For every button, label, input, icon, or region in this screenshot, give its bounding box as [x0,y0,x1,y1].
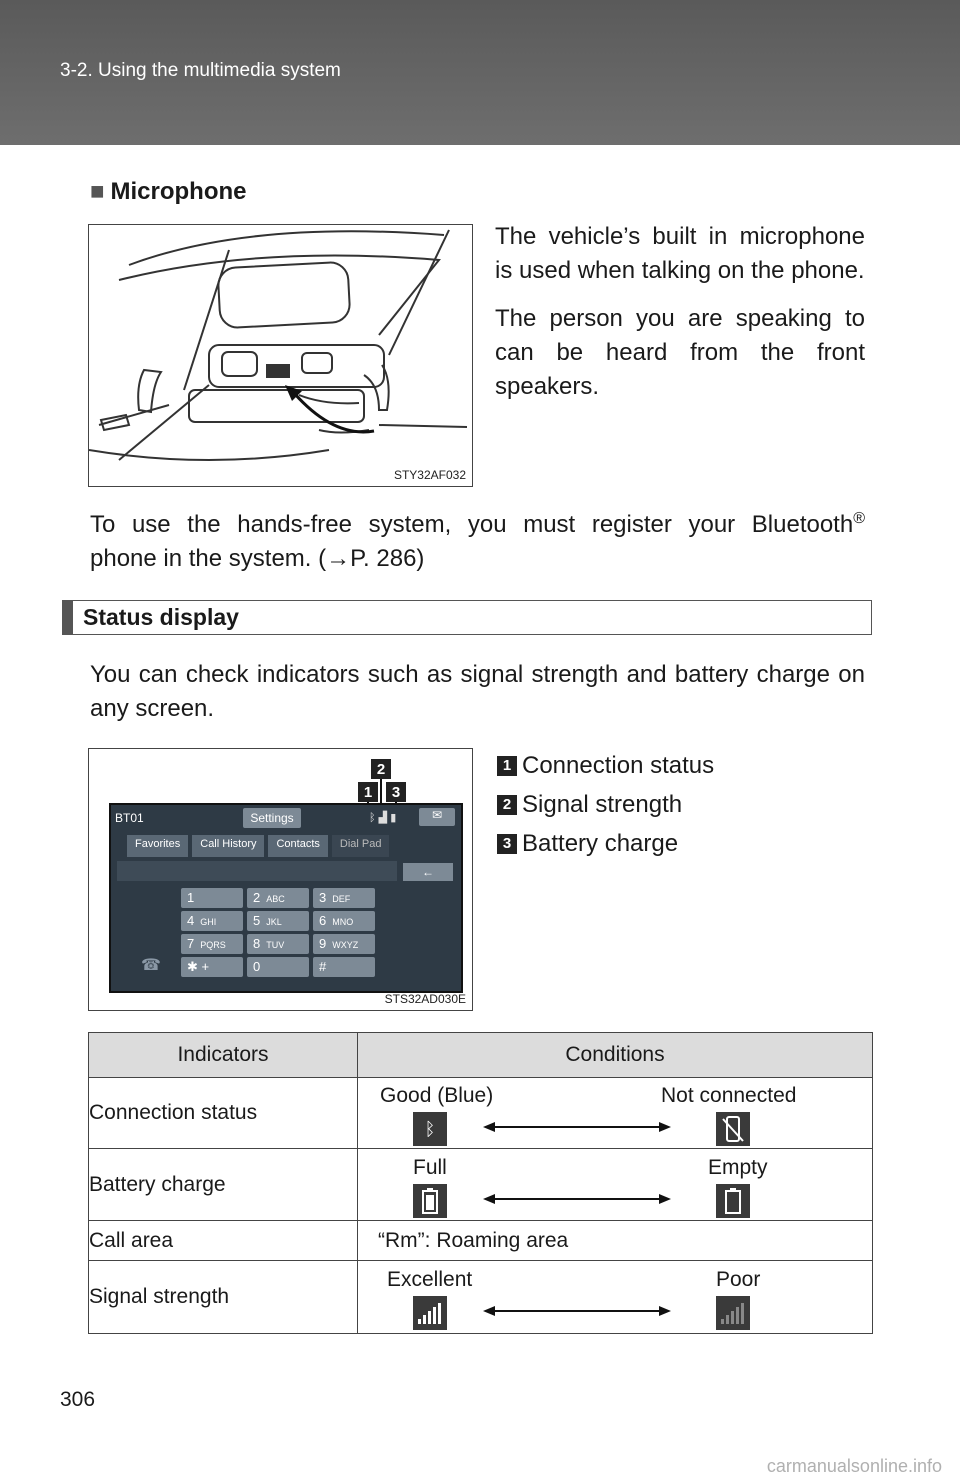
keypad-key[interactable] [313,957,375,977]
register-line-2 [90,542,865,576]
condition-left-label: Excellent [387,1268,473,1291]
table-row [89,1261,873,1334]
watermark: carmanualsonline.info [766,1456,942,1476]
key-digit: ✱ + [187,959,210,974]
mail-button[interactable] [419,808,455,826]
bluetooth-icon: ᛒ [413,1112,447,1146]
microphone-heading-text: Microphone [110,178,247,205]
microphone-figure [88,224,473,487]
microphone-heading [90,178,247,206]
condition-cell [358,1078,873,1149]
key-digit: 2 [253,890,261,905]
key-digit: 3 [319,890,327,905]
status-display-heading [62,600,872,635]
register-text-after: phone in the system. ( [90,545,327,572]
legend-label: Connection status [522,751,715,779]
legend-item [497,785,714,824]
battery-icon: ▮ [390,812,397,824]
key-digit: # [319,959,327,974]
keypad [181,888,381,977]
number-display [117,861,397,881]
key-digit: 5 [253,913,261,928]
condition-left-label: Full [413,1155,447,1179]
register-text: To use the hands-free system, you must register your Bluetooth [90,511,854,538]
keypad-key[interactable] [313,911,375,931]
keypad-key[interactable] [181,888,243,908]
condition-text: “Rm”: Roaming area [358,1221,873,1261]
key-digit: 4 [187,913,195,928]
figure-legend [497,746,714,863]
condition-left-label: Good (Blue) [380,1084,494,1107]
keypad-key[interactable] [247,888,309,908]
condition-cell [358,1261,873,1334]
key-digit: 7 [187,936,195,951]
legend-label: Battery charge [522,829,679,857]
square-bullet-icon: ■ [90,178,105,205]
condition-right-label: Not connected [661,1084,797,1107]
bluetooth-icon: ᛒ [369,812,376,824]
key-letters: DEF [332,894,351,904]
legend-label: Signal strength [522,790,683,818]
key-letters: PQRS [200,940,226,950]
key-digit: 8 [253,936,261,951]
keypad-key[interactable] [181,911,243,931]
page-number: 306 [60,1388,96,1411]
key-letters: MNO [332,917,354,927]
battery-full-icon [413,1184,447,1218]
condition-right-label: Empty [708,1155,768,1179]
column-header-conditions: Conditions [358,1033,873,1078]
signal-poor-icon [716,1296,750,1330]
battery-empty-icon [716,1184,750,1218]
status-icons [369,811,396,824]
key-letters: ABC [266,894,285,904]
callout-3: 3 [386,782,406,802]
key-digit: 1 [187,890,195,905]
indicators-table [88,1032,873,1334]
page-header [0,0,960,145]
key-letters: WXYZ [332,940,359,950]
microphone-paragraph-1: The vehicle’s built in microphone is used when talking on the phone. [495,223,865,284]
registered-mark: ® [853,510,865,527]
device-name: BT01 [115,811,144,825]
status-display-intro [90,658,865,726]
double-arrow-icon [483,1302,671,1320]
legend-item [497,746,714,785]
keypad-key[interactable] [313,888,375,908]
tab-dial-pad[interactable]: Dial Pad [332,835,390,857]
status-intro-text: You can check indicators such as signal strength and battery charge on any screen. [90,661,865,722]
table-row [89,1221,873,1261]
indicator-name: Connection status [89,1078,358,1149]
column-header-indicators: Indicators [89,1033,358,1078]
arrow-icon: → [326,545,351,572]
figure-code: STY32AF032 [393,468,466,482]
microphone-description [495,220,865,418]
legend-item [497,824,714,863]
tab-contacts[interactable]: Contacts [268,835,327,857]
register-paragraph [90,502,865,576]
page-reference-link[interactable]: P. 286) [350,545,425,572]
legend-number: 1 [497,756,517,776]
heading-accent [63,601,73,634]
signal-icon: ▟ [378,812,388,824]
microphone-paragraph-2: The person you are speaking to can be heard from the front speakers. [495,305,865,400]
section-breadcrumb: 3-2. Using the multimedia system [60,60,341,81]
keypad-key[interactable] [181,934,243,954]
keypad-key[interactable] [247,957,309,977]
keypad-key[interactable] [247,911,309,931]
condition-content [358,1262,872,1332]
condition-content [358,1078,872,1148]
double-arrow-icon [483,1118,671,1136]
double-arrow-icon [483,1190,671,1208]
tab-call-history[interactable]: Call History [192,835,264,857]
callout-1: 1 [358,782,378,802]
table-header-row [89,1033,873,1078]
register-line-1 [90,502,865,542]
figure-code: STS32AD030E [384,992,466,1006]
legend-number: 2 [497,795,517,815]
phone-screen-figure [88,748,473,1011]
handset-icon[interactable]: ☎ [141,957,161,974]
callout-2: 2 [371,759,391,779]
key-letters: TUV [266,940,285,950]
indicator-name: Battery charge [89,1149,358,1221]
signal-excellent-icon [413,1296,447,1330]
keypad-key[interactable] [181,957,243,977]
table-row [89,1078,873,1149]
indicator-name: Signal strength [89,1261,358,1334]
status-display-title: Status display [83,604,239,630]
key-digit: 6 [319,913,327,928]
phone-screen [109,803,463,993]
backspace-icon: ← [422,865,434,879]
backspace-button[interactable] [403,863,453,881]
keypad-key[interactable] [247,934,309,954]
key-letters: GHI [200,917,217,927]
settings-button[interactable]: Settings [243,808,301,828]
legend-number: 3 [497,834,517,854]
key-digit: 0 [253,959,261,974]
indicator-name: Call area [89,1221,358,1261]
tab-bar [111,835,461,857]
overhead-console-illustration [89,225,472,486]
condition-cell [358,1149,873,1221]
key-digit: 9 [319,936,327,951]
condition-right-label: Poor [716,1268,761,1291]
tab-favorites[interactable]: Favorites [127,835,188,857]
keypad-key[interactable] [313,934,375,954]
table-row [89,1149,873,1221]
condition-content [358,1150,872,1220]
key-letters: JKL [266,917,282,927]
phone-not-connected-icon [716,1112,750,1146]
mail-icon: ✉ [431,808,443,822]
